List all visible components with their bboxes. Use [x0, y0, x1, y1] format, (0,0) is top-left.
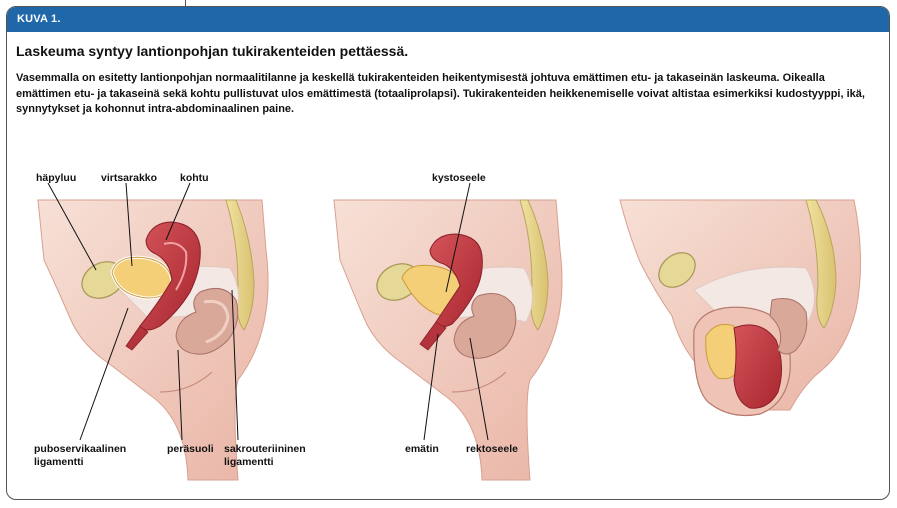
label-ematin: emätin	[405, 443, 439, 455]
panel-total-prolapse	[620, 200, 861, 416]
figure-title: Laskeuma syntyy lantionpohjan tukirakenteiden pettäessä.	[16, 43, 409, 59]
label-sakrouteriininen-line1: sakrouteriininen	[224, 443, 306, 455]
label-virtsarakko: virtsarakko	[101, 172, 158, 184]
label-kohtu: kohtu	[180, 172, 209, 184]
label-perasuoli: peräsuoli	[167, 443, 214, 455]
figure-caption: Vasemmalla on esitetty lantionpohjan normaalitilanne ja keskellä tukirakenteiden heikentymisestä johtuva emättimen etu- ja takaseinän laskeuma. Oikealla emättimen etu- ja takaseinä sekä kohtu pullistuvat ulos emättimestä (totaaliprolapsi). Tukirakenteiden heikkenemiselle voivat altistaa esimerkiksi kudostyyppi, ikä, synnytykset ja kohonnut intra-abdominaalinen paine.	[16, 72, 865, 115]
figure-label: KUVA 1.	[17, 13, 61, 25]
label-puboservikaalinen-line2: ligamentti	[34, 456, 84, 468]
panel-prolapse	[334, 200, 562, 480]
label-puboservikaalinen-line1: puboservikaalinen	[34, 443, 127, 455]
label-hapyluu: häpyluu	[36, 172, 77, 184]
label-sakrouteriininen-line2: ligamentti	[224, 456, 274, 468]
label-rektoseele: rektoseele	[466, 443, 518, 455]
label-kystoseele: kystoseele	[432, 172, 486, 184]
uterus	[734, 325, 782, 408]
